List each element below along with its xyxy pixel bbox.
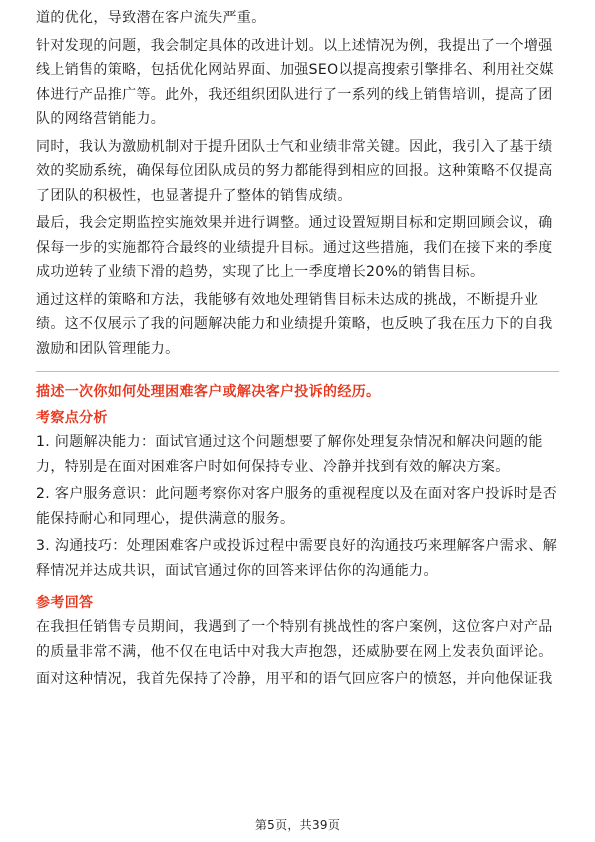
analysis-item: 3. 沟通技巧：处理困难客户或投诉过程中需要良好的沟通技巧来理解客户需求、解释情况并达成共识，面试官通过你的回答来评估你的沟通能力。 (36, 538, 558, 579)
analysis-item: 1. 问题解决能力：面试官通过这个问题想要了解你处理复杂情况和解决问题的能力，特别是在面对困难客户时如何保持专业、冷静并找到有效的解决方案。 (36, 434, 543, 475)
analysis-item: 2. 客户服务意识：此问题考察你对客户服务的重视程度以及在面对客户投诉时是否能保持耐心和同理心，提供满意的服务。 (36, 486, 558, 527)
body-paragraph: 针对发现的问题，我会制定具体的改进计划。以上述情况为例，我提出了一个增强线上销售的策略，包括优化网站界面、加强SEO以提高搜索引擎排名、利用社交媒体进行产品推广等。此外，我还组织团队进行了一系列的线上销售培训，提高了团队的网络营销能力。 (36, 37, 554, 127)
body-paragraph: 同时，我认为激励机制对于提升团队士气和业绩非常关键。因此，我引入了基于绩效的奖励系统，确保每位团队成员的努力都能得到相应的回报。这种策略不仅提高了团队的积极性，也显著提升了整体的销售成绩。 (36, 138, 553, 204)
body-paragraph: 道的优化，导致潜在客户流失严重。 (36, 10, 266, 26)
question-title: 描述一次你如何处理困难客户或解决客户投诉的经历。 (36, 384, 381, 400)
page-number: 第5页，共39页 (254, 818, 341, 832)
body-paragraph: 通过这样的策略和方法，我能够有效地处理销售目标未达成的挑战，不断提升业绩。这不仅展示了我的问题解决能力和业绩提升策略，也反映了我在压力下的自我激励和团队管理能力。 (36, 291, 553, 357)
analysis-heading: 考察点分析 (36, 410, 108, 426)
answer-paragraph: 在我担任销售专员期间，我遇到了一个特别有挑战性的客户案例，这位客户对产品的质量非常不满，他不仅在电话中对我大声抱怨，还威胁要在网上发表负面评论。 (36, 619, 553, 660)
document-page (36, 0, 559, 692)
answer-paragraph: 面对这种情况，我首先保持了冷静，用平和的语气回应客户的愤怒，并向他保证我 (36, 671, 553, 687)
section-divider (36, 371, 559, 372)
body-paragraph: 最后，我会定期监控实施效果并进行调整。通过设置短期目标和定期回顾会议，确保每一步的实施都符合最终的业绩提升目标。通过这些措施，我们在接下来的季度成功逆转了业绩下滑的趋势，实现了比上一季度增长20%的销售目标。 (36, 215, 553, 280)
answer-heading: 参考回答 (36, 595, 94, 611)
